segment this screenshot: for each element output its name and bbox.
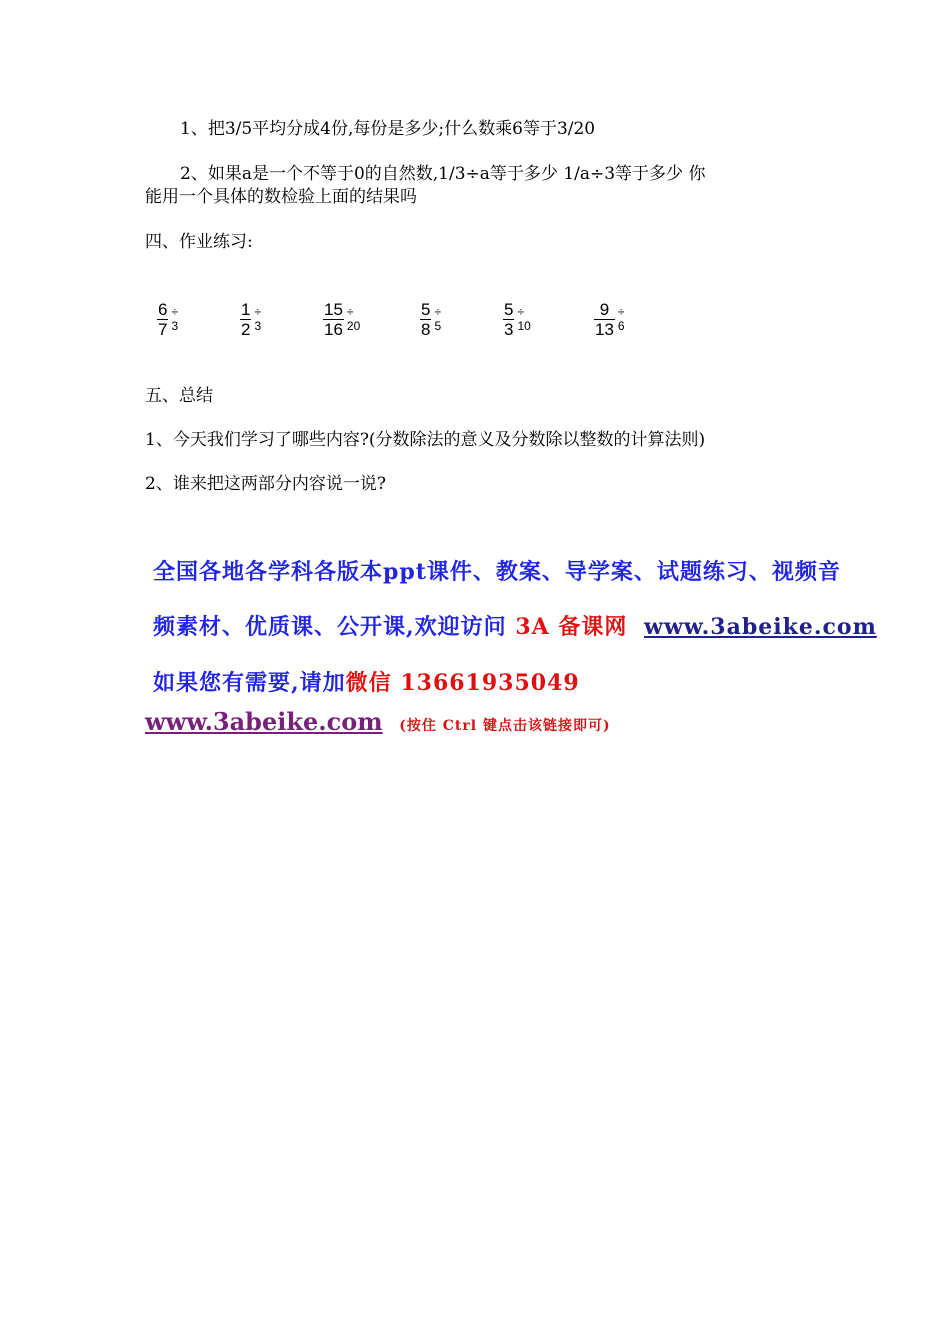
promo-line-2: [153, 610, 877, 641]
promo-line-3: [153, 666, 580, 697]
divide-operator: ÷ 10: [517, 305, 531, 333]
promo-line-4: [145, 707, 611, 736]
brand-name: 3A 备课网: [515, 614, 628, 640]
question-2-line-1: 2、如果a是一个不等于0的自然数,1/3÷a等于多少 1/a÷3等于多少 你: [180, 164, 706, 184]
fraction: $\frac{5}{3}$: [504, 299, 514, 339]
wechat-contact: 微信 13661935049: [345, 670, 580, 696]
exercise-item: [157, 296, 178, 342]
section-4-heading: 四、作业练习:: [145, 232, 253, 252]
site-link-visited[interactable]: www.3abeike.com: [145, 707, 383, 736]
fraction: $\frac{1}{2}$: [241, 299, 251, 339]
fraction: $\frac{6}{7}$: [158, 299, 168, 339]
summary-item-2: 2、谁来把这两部分内容说一说?: [145, 474, 386, 494]
fraction: $\frac{9}{13}$: [595, 299, 614, 339]
question-1: 1、把3/5平均分成4份,每份是多少;什么数乘6等于3/20: [180, 119, 596, 139]
section-5-heading: 五、总结: [145, 386, 213, 406]
summary-item-1: 1、今天我们学习了哪些内容?(分数除法的意义及分数除以整数的计算法则): [145, 430, 706, 450]
exercise-item: [594, 296, 625, 342]
fraction: $\frac{15}{16}$: [324, 299, 343, 339]
divide-operator: ÷ 20: [346, 305, 361, 333]
exercise-item: [420, 296, 441, 342]
question-2-line-2: 能用一个具体的数检验上面的结果吗: [145, 187, 417, 207]
promo-text: 频素材、优质课、公开课,欢迎访问: [153, 614, 516, 640]
exercise-item: [503, 296, 531, 342]
site-link[interactable]: www.3abeike.com: [644, 614, 877, 640]
divide-operator: ÷ 6: [617, 305, 625, 333]
promo-text: 如果您有需要,请加: [153, 670, 346, 696]
exercise-item: [240, 296, 261, 342]
fraction: $\frac{5}{8}$: [421, 299, 431, 339]
promo-line-1: 全国各地各学科各版本ppt课件、教案、导学案、试题练习、视频音: [153, 559, 841, 585]
divide-operator: ÷ 3: [254, 305, 262, 333]
divide-operator: ÷ 3: [171, 305, 179, 333]
exercise-item: [323, 296, 360, 342]
ctrl-click-note: (按住 Ctrl 键点击该链接即可): [399, 718, 611, 734]
divide-operator: ÷ 5: [434, 305, 442, 333]
